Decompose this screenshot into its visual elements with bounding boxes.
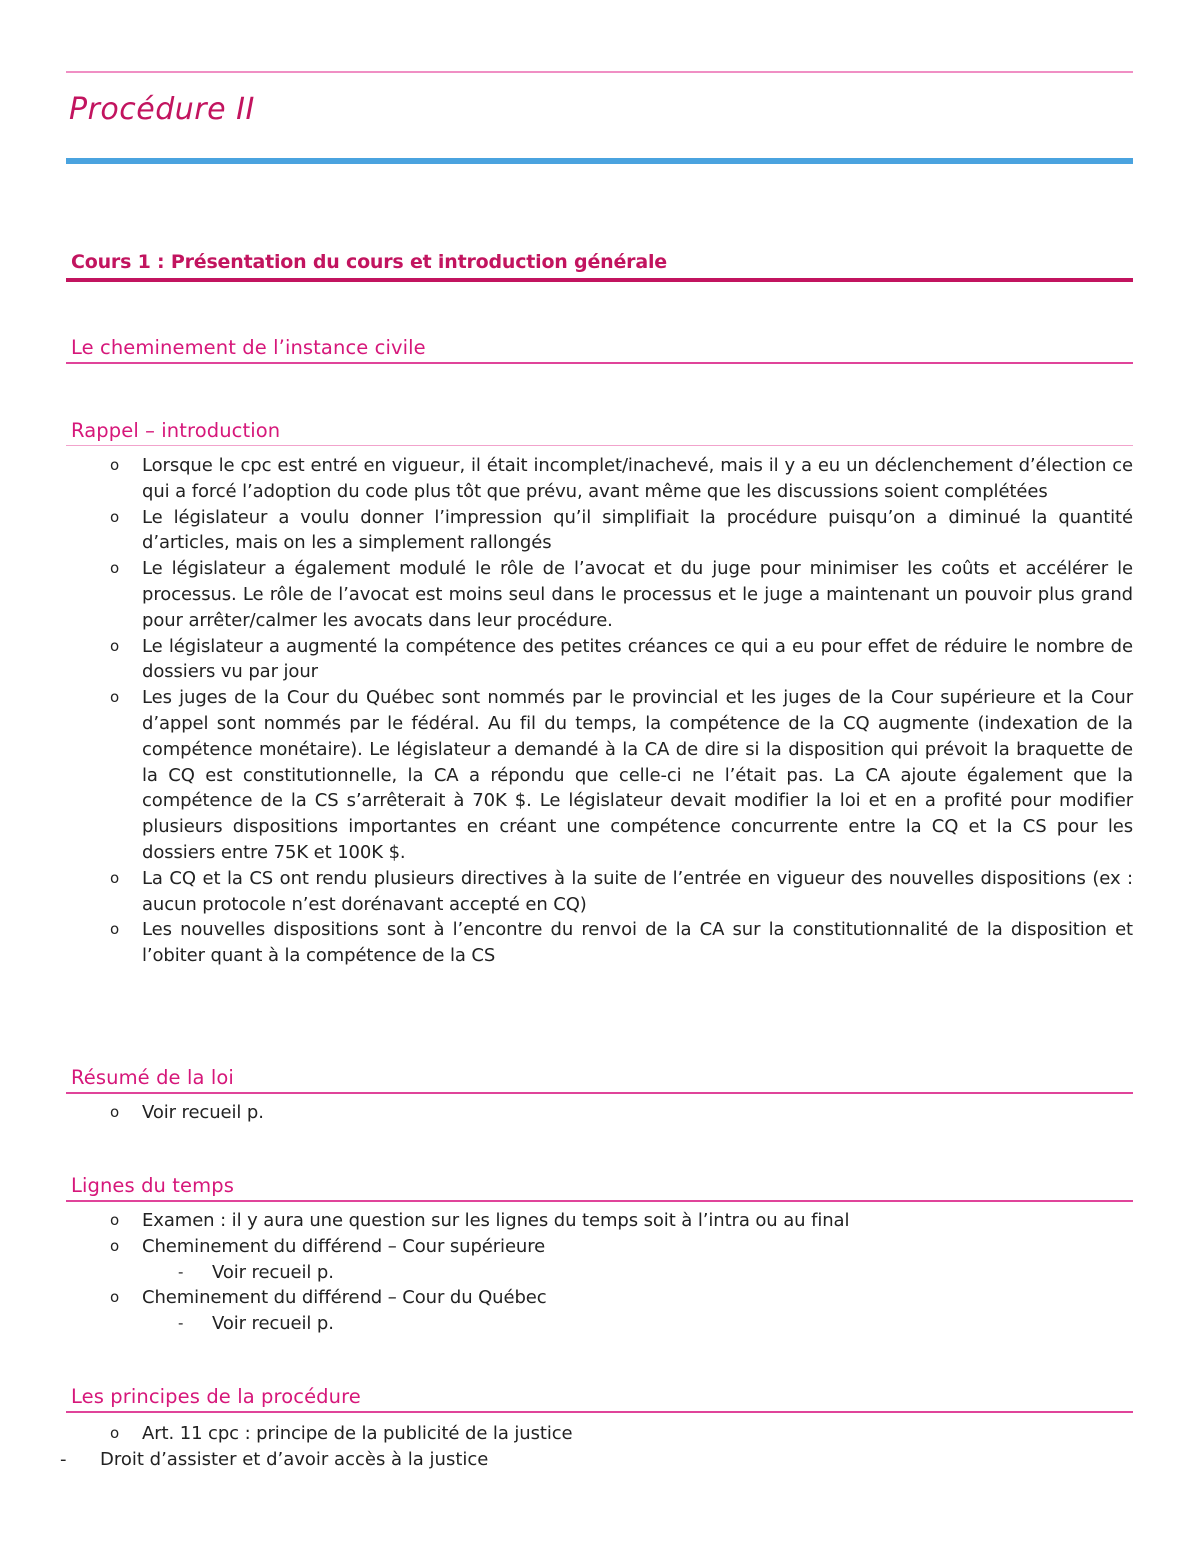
bullet-icon: o <box>110 1236 120 1255</box>
bullet-icon: o <box>110 1103 120 1121</box>
section-rule <box>66 1411 1133 1413</box>
bullet-icon: o <box>110 559 120 578</box>
bullet-icon: o <box>110 507 120 526</box>
section-resume <box>66 1064 1133 1126</box>
section-rule <box>66 1092 1133 1094</box>
list-item <box>66 505 1133 557</box>
lignes-list <box>66 1208 1133 1337</box>
section-heading-rappel: Rappel – introduction <box>71 419 281 442</box>
bullet-icon: o <box>110 456 120 474</box>
list-item <box>66 453 1133 505</box>
list-item <box>66 685 1133 866</box>
section-rule <box>66 362 1133 364</box>
section-heading-principes: Les principes de la procédure <box>71 1385 361 1408</box>
list-item-text: La CQ et la CS ont rendu plusieurs directives à la suite de l’entrée en vigueur des nouvelles dispositions (ex : aucun protocole n’est dorénavant accepté en CQ) <box>142 867 1133 915</box>
dash-icon: - <box>178 1262 184 1281</box>
list-item-text: Voir recueil p. <box>212 1261 334 1283</box>
dash-item-text: Droit d’assister et d’avoir accès à la justice <box>100 1448 489 1470</box>
bullet-icon: o <box>110 868 120 887</box>
top-divider <box>66 71 1133 73</box>
dash-icon: - <box>60 1448 67 1470</box>
section-rule <box>66 1200 1133 1202</box>
section-cheminement <box>66 334 1133 364</box>
list-item-text: Voir recueil p. <box>212 1313 334 1335</box>
list-item <box>66 1234 1133 1260</box>
section-principes <box>60 1383 1133 1473</box>
document-title: Procédure II <box>69 92 255 127</box>
rappel-list <box>66 453 1133 969</box>
bullet-icon: o <box>110 1424 120 1442</box>
section-rule <box>66 445 1133 446</box>
section-heading-resume: Résumé de la loi <box>71 1066 234 1089</box>
bullet-icon: o <box>110 688 120 707</box>
list-item-text: Cheminement du différend – Cour du Québec <box>142 1287 547 1309</box>
bullet-icon: o <box>110 1288 120 1307</box>
bullet-icon: o <box>110 1211 120 1229</box>
list-item <box>66 1100 1133 1126</box>
dash-icon: - <box>178 1314 184 1333</box>
resume-list <box>66 1100 1133 1126</box>
title-underline <box>66 158 1133 164</box>
list-item-text: Voir recueil p. <box>142 1102 264 1123</box>
list-item-text: Le législateur a voulu donner l’impression qu’il simplifiait la procédure puisqu’on a diminué la quantité d’articles, mais on les a simplement rallongés <box>142 506 1133 554</box>
list-item <box>66 917 1133 969</box>
section-rappel <box>66 417 1133 969</box>
list-subitem <box>66 1260 1133 1286</box>
list-item-text: Art. 11 cpc : principe de la publicité de la justice <box>142 1423 573 1444</box>
section-lignes <box>66 1172 1133 1337</box>
list-item <box>66 634 1133 686</box>
cours-heading: Cours 1 : Présentation du cours et introduction générale <box>71 251 667 273</box>
list-item <box>66 1285 1133 1311</box>
bullet-icon: o <box>110 636 120 655</box>
list-item-text: Les nouvelles dispositions sont à l’encontre du renvoi de la CA sur la constitutionnalité de la disposition et l’obiter quant à la compétence de la CS <box>142 919 1133 967</box>
principes-list <box>66 1421 1133 1447</box>
section-heading-lignes: Lignes du temps <box>71 1174 234 1197</box>
list-item-text: Le législateur a également modulé le rôle de l’avocat et du juge pour minimiser les coûts et accélérer le processus. Le rôle de l’avocat est moins seul dans le processus et le juge a maintenant un pouvoir plus grand pour arrêter/calmer les avocats dans leur procédure. <box>142 558 1133 631</box>
dash-item <box>60 1447 1133 1473</box>
list-item-text: Les juges de la Cour du Québec sont nommés par le provincial et les juges de la Cour supérieure et la Cour d’appel sont nommés par le fédéral. Au fil du temps, la compétence de la CQ augmente (indexation de la compétence monétaire). Le législateur a demandé à la CA de dire si la disposition qui prévoit la braquette de la CQ est constitutionnelle, la CA a répondu que celle-ci ne l’était pas. La CA ajoute également que la compétence de la CS s’arrêterait à 70K $. Le législateur devait modifier la loi et en a profité pour modifier plusieurs dispositions importantes en créant une compétence concurrente entre la CQ et la CS pour les dossiers entre 75K et 100K $. <box>142 687 1133 863</box>
list-item <box>66 866 1133 918</box>
list-item <box>66 1208 1133 1234</box>
section-heading-cheminement: Le cheminement de l’instance civile <box>71 336 426 359</box>
list-item-text: Examen : il y aura une question sur les lignes du temps soit à l’intra ou au final <box>142 1210 850 1231</box>
bullet-icon: o <box>110 920 120 939</box>
list-item-text: Lorsque le cpc est entré en vigueur, il était incomplet/inachevé, mais il y a eu un déclenchement d’élection ce qui a forcé l’adoption du code plus tôt que prévu, avant même que les discussions soient complétées <box>142 455 1133 502</box>
list-item-text: Cheminement du différend – Cour supérieure <box>142 1235 546 1257</box>
list-subitem <box>66 1311 1133 1337</box>
list-item-text: Le législateur a augmenté la compétence des petites créances ce qui a eu pour effet de réduire le nombre de dossiers vu par jour <box>142 635 1133 683</box>
cours-heading-rule <box>66 278 1133 282</box>
list-item <box>66 1421 1133 1447</box>
list-item <box>66 556 1133 633</box>
